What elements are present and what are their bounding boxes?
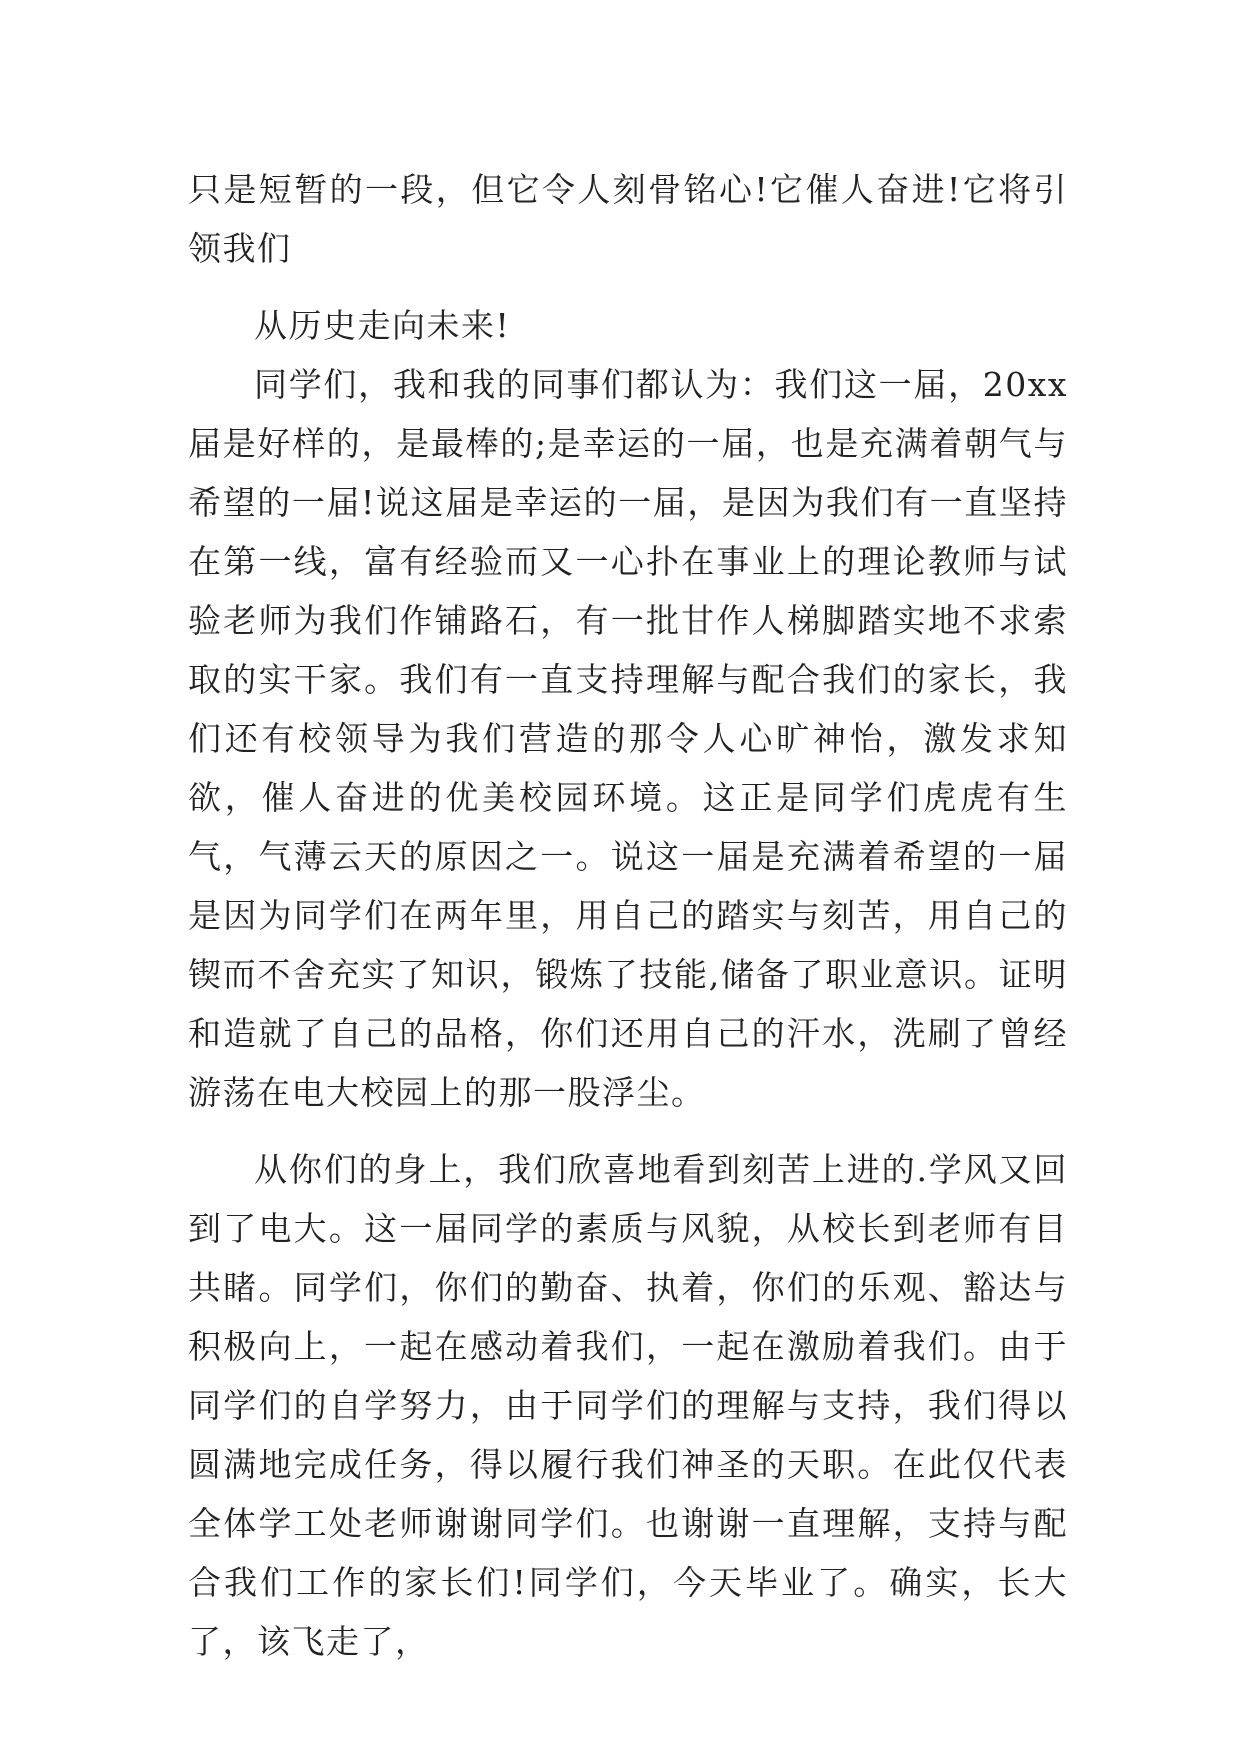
paragraph-classmates: 同学们，我和我的同事们都认为：我们这一届，20xx届是好样的，是最棒的;是幸运的一届，也是充满着朝气与希望的一届!说这届是幸运的一届，是因为我们有一直坚持在第一线，富有经验而又一心扑在事业上的理论教师与试验老师为我们作铺路石，有一批甘作人梯脚踏实地不求索取的实干家。我们有一直支持理解与配合我们的家长，我们还有校领导为我们营造的那令人心旷神怡，激发求知欲，催人奋进的优美校园环境。这正是同学们虎虎有生气，气薄云天的原因之一。说这一届是充满着希望的一届是因为同学们在两年里，用自己的踏实与刻苦，用自己的锲而不舍充实了知识，锻炼了技能,储备了职业意识。证明和造就了自己的品格，你们还用自己的汗水，洗刷了曾经游荡在电大校园上的那一股浮尘。 [188,365,1068,1112]
paragraph-history-to-future: 从历史走向未来! [254,306,511,345]
document-body [188,160,1068,1671]
paragraph-continued: 只是短暂的一段，但它令人刻骨铭心!它催人奋进!它将引领我们 [188,170,1068,268]
paragraph-from-you: 从你们的身上，我们欣喜地看到刻苦上进的.学风又回到了电大。这一届同学的素质与风貌，从校长到老师有目共睹。同学们，你们的勤奋、执着，你们的乐观、豁达与积极向上，一起在感动着我们，一起在激励着我们。由于同学们的自学努力，由于同学们的理解与支持，我们得以圆满地完成任务，得以履行我们神圣的天职。在此仅代表全体学工处老师谢谢同学们。也谢谢一直理解，支持与配合我们工作的家长们!同学们，今天毕业了。确实，长大了，该飞走了， [188,1150,1068,1661]
